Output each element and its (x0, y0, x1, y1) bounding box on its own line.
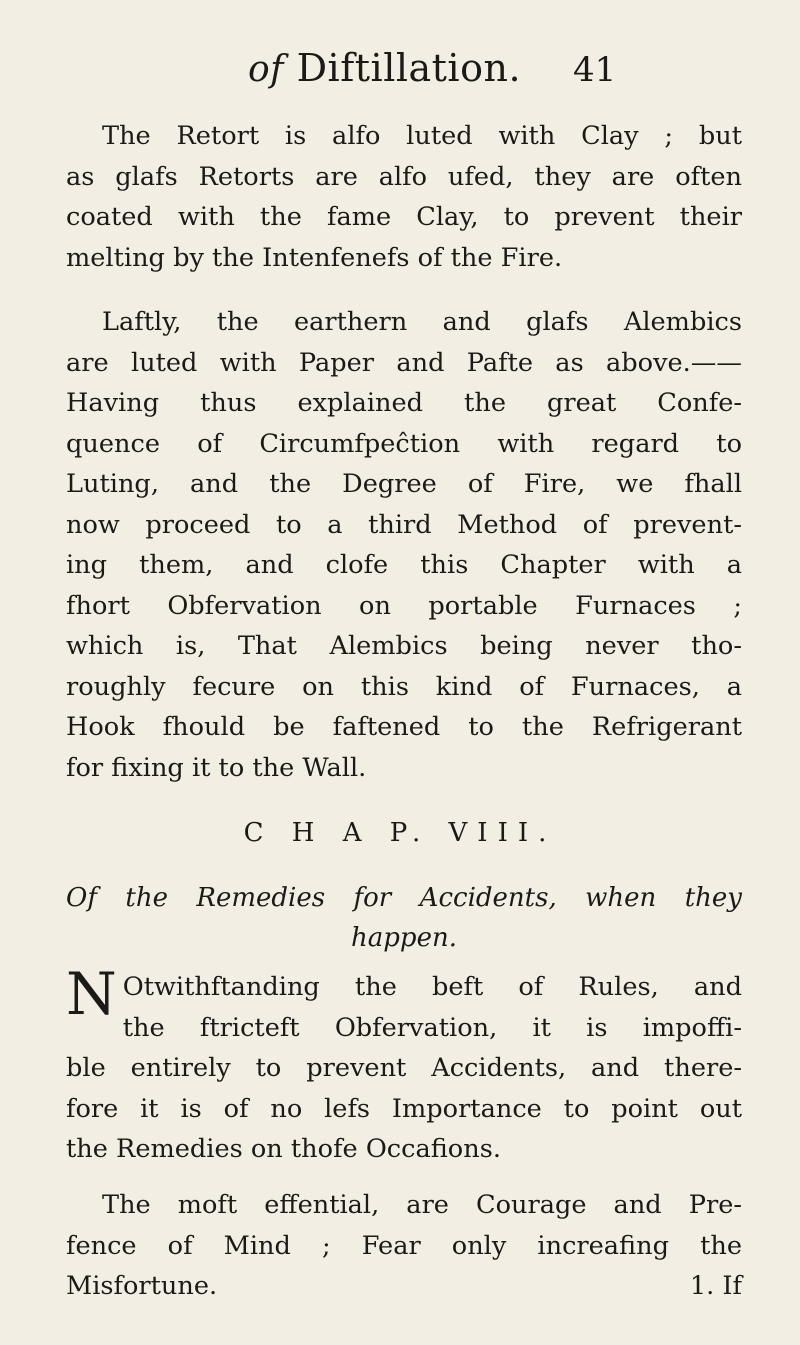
text-line: Misfortune. (66, 1271, 218, 1301)
running-head (248, 42, 688, 102)
text-line: Hook fhould be faftened to the Refrigerant (66, 712, 742, 742)
text-line: the ftricteft Obfervation, it is impoffi- (122, 1012, 742, 1043)
paragraph-notwithstanding (66, 960, 742, 1170)
page-number: 41 (573, 50, 617, 90)
text-line: as glafs Retorts are alfo ufed, they are often (66, 161, 742, 192)
text-line: which is, That Alembics being never tho- (66, 631, 742, 661)
text-line: fence of Mind ; Fear only increafing the (66, 1230, 742, 1261)
chapter-subtitle-line: happen. (351, 923, 457, 953)
text-line: fhort Obfervation on portable Furnaces ; (66, 590, 742, 621)
text-line: melting by the Intenfenefs of the Fire. (66, 242, 563, 273)
text-line: Having thus explained the great Confe- (66, 388, 742, 418)
text-line: roughly fecure on this kind of Furnaces, a (66, 671, 742, 702)
text-line: now proceed to a third Method of prevent- (66, 509, 742, 540)
text-line: The moft effential, are Courage and Pre- (102, 1190, 742, 1220)
running-title-main: Diftillation. (296, 46, 522, 90)
text-line: Laftly, the earthern and glafs Alembics (102, 307, 742, 337)
text-block (66, 116, 742, 788)
catchword: 1. If (689, 1271, 742, 1301)
paragraph-retort (66, 116, 742, 278)
text-line: ble entirely to prevent Accidents, and there- (66, 1053, 742, 1083)
text-line: ing them, and clofe this Chapter with a (66, 550, 742, 580)
text-line: Otwithftanding the beft of Rules, and (122, 972, 742, 1002)
running-title (248, 46, 521, 90)
text-line: the Remedies on thofe Occafions. (66, 1134, 501, 1164)
final-line (66, 1266, 742, 1307)
text-line: coated with the fame Clay, to prevent their (66, 202, 742, 232)
text-line: are luted with Paper and Pafte as above.—— (66, 347, 742, 378)
text-line: Luting, and the Degree of Fire, we fhall (66, 469, 742, 499)
text-line: fore it is of no lefs Importance to point out (66, 1093, 742, 1124)
text-line: for fixing it to the Wall. (66, 752, 367, 783)
text-line: quence of Circumfpeĉtion with regard to (66, 428, 742, 459)
chapter-subtitle (66, 878, 742, 958)
drop-cap: N (66, 960, 117, 1028)
chapter-subtitle-line: Of the Remedies for Accidents, when they (66, 883, 742, 913)
paragraph-alembics (66, 302, 742, 788)
running-title-of: of (248, 49, 284, 90)
paragraph-courage (66, 1185, 742, 1307)
text-line: The Retort is alfo luted with Clay ; but (102, 121, 742, 151)
chapter-heading: C H A P. VIII. (243, 818, 557, 848)
